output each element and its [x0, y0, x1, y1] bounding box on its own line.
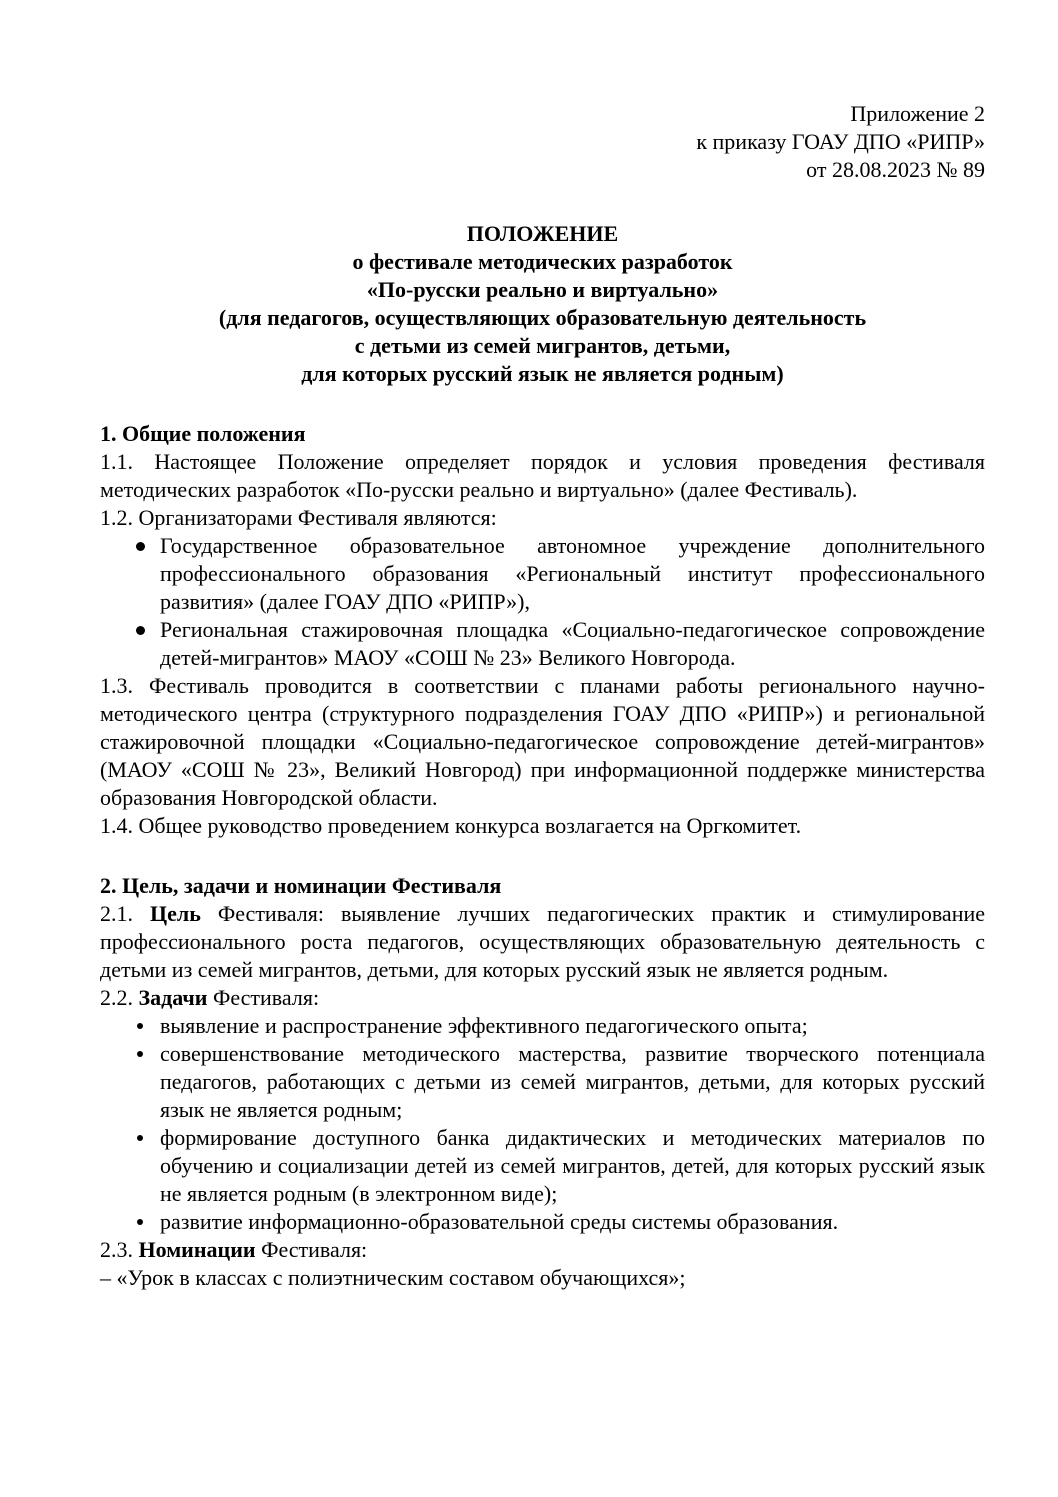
list-item-task-3: формирование доступного банка дидактических и методических материалов по обучению и социализации детей из семей мигрантов, детей, для которых русский язык не является родным (в электронном виде); [100, 1124, 985, 1208]
section-2-heading: 2. Цель, задачи и номинации Фестиваля [100, 873, 502, 898]
header-line-date-number: от 28.08.2023 № 89 [806, 157, 985, 182]
paragraph-2-3 [100, 1236, 985, 1264]
paragraph-2-1-number: 2.1. [100, 901, 133, 926]
paragraph-2-3-text: Фестиваля: [261, 1237, 368, 1262]
organizers-list [100, 532, 985, 672]
paragraph-1-3: 1.3. Фестиваль проводится в соответствии с планами работы регионального научно-методического центра (структурного подразделения ГОАУ ДПО «РИПР») и региональной стажировочной площадки «Социально-педагогическое сопровождение детей-мигрантов» (МАОУ «СОШ № 23», Великий Новгород) при информационной поддержке министерства образования Новгородской области. [100, 673, 985, 810]
title-line-audience-1: (для педагогов, осуществляющих образовательную деятельность [218, 305, 867, 330]
paragraph-1-2: 1.2. Организаторами Фестиваля являются: [100, 505, 497, 530]
paragraph-2-3-keyword: Номинации [138, 1237, 256, 1262]
tasks-list [100, 1012, 985, 1236]
paragraph-2-1 [100, 900, 985, 984]
list-item-task-4: развитие информационно-образовательной среды системы образования. [100, 1208, 985, 1236]
paragraph-2-1-keyword: Цель [150, 901, 201, 926]
paragraph-2-1-text: Фестиваля: выявление лучших педагогических практик и стимулирование профессионального роста педагогов, осуществляющих образовательную деятельность с детьми из семей мигрантов, детьми, для которых русский язык не является родным. [100, 901, 986, 982]
header-line-order: к приказу ГОАУ ДПО «РИПР» [696, 129, 985, 154]
document-header [100, 100, 985, 184]
header-line-appendix: Приложение 2 [850, 101, 985, 126]
title-line-audience-3: для которых русский язык не является родным) [301, 361, 784, 386]
paragraph-1-1: 1.1. Настоящее Положение определяет порядок и условия проведения фестиваля методических разработок «По-русски реально и виртуально» (далее Фестиваль). [100, 449, 985, 502]
title-line-audience-2: с детьми из семей мигрантов, детьми, [354, 333, 731, 358]
title-line-subtitle: о фестивале методических разработок [352, 249, 733, 274]
document-title [100, 220, 985, 388]
paragraph-1-4: 1.4. Общее руководство проведением конкурса возлагается на Оргкомитет. [100, 813, 802, 838]
title-line-main: ПОЛОЖЕНИЕ [466, 221, 619, 246]
paragraph-2-2-number: 2.2. [100, 985, 133, 1010]
paragraph-2-2-keyword: Задачи [138, 985, 208, 1010]
section-1-heading: 1. Общие положения [100, 421, 306, 446]
paragraph-nomination-1: – «Урок в классах с полиэтническим составом обучающихся»; [100, 1265, 686, 1290]
section-general-provisions [100, 420, 985, 840]
list-item-organizer-school: Региональная стажировочная площадка «Социально-педагогическое сопровождение детей-мигрантов» МАОУ «СОШ № 23» Великого Новгорода. [100, 616, 985, 672]
title-line-festival-name: «По-русски реально и виртуально» [366, 277, 719, 302]
paragraph-2-3-number: 2.3. [100, 1237, 133, 1262]
section-goals-tasks-nominations [100, 872, 985, 1292]
paragraph-2-2 [100, 984, 985, 1012]
list-item-task-2: совершенствование методического мастерства, развитие творческого потенциала педагогов, работающих с детьми из семей мигрантов, детьми, для которых русский язык не является родным; [100, 1040, 985, 1124]
list-item-task-1: выявление и распространение эффективного педагогического опыта; [100, 1012, 985, 1040]
paragraph-2-2-text: Фестиваля: [212, 985, 320, 1010]
list-item-organizer-ripr: Государственное образовательное автономное учреждение дополнительного профессионального образования «Региональный институт профессионального развития» (далее ГОАУ ДПО «РИПР»), [100, 532, 985, 616]
